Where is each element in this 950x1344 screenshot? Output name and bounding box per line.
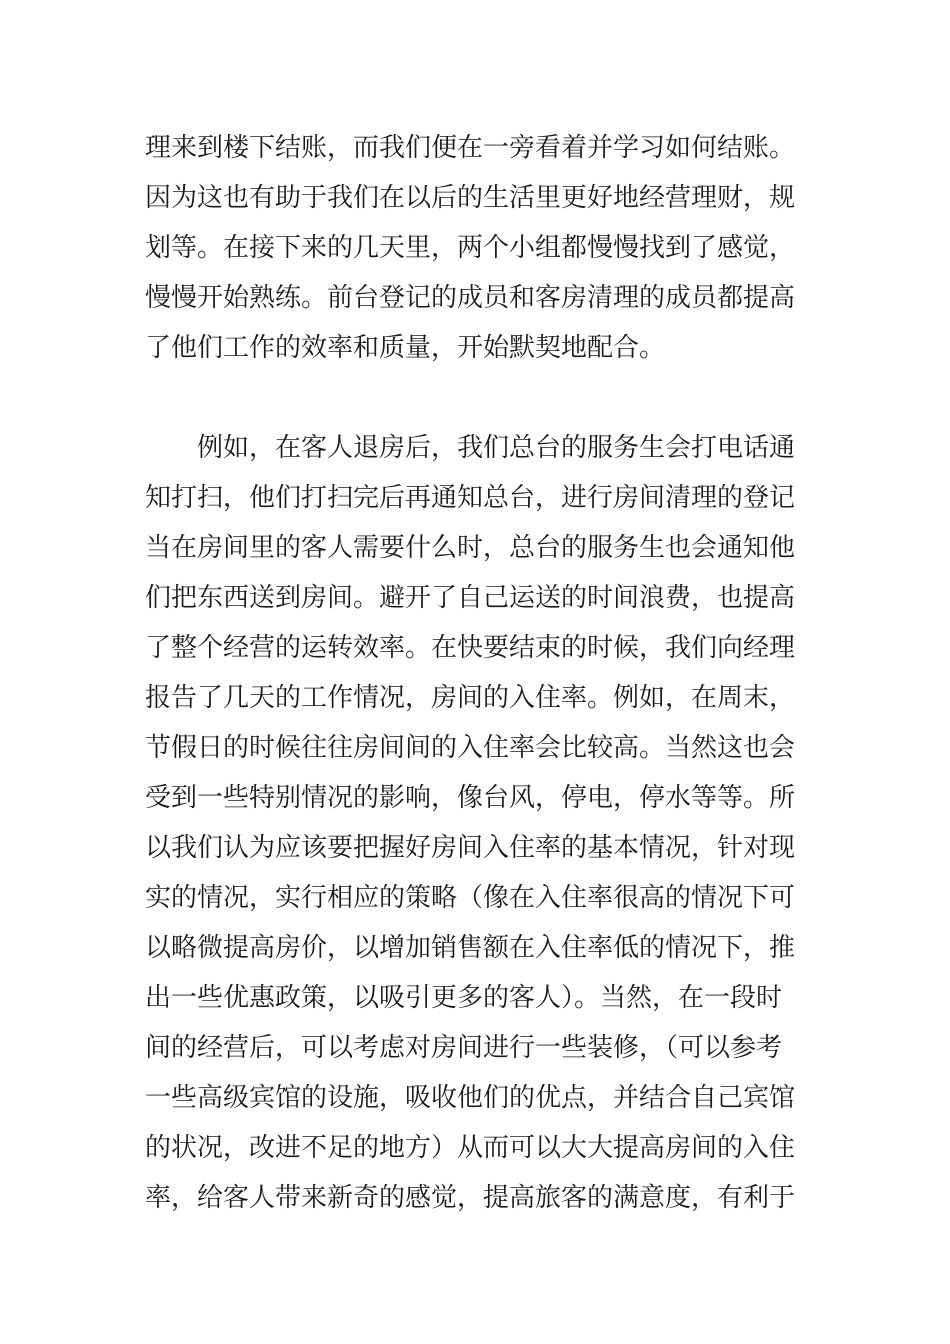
text-line: 划等。在接下来的几天里，两个小组都慢慢找到了感觉， (145, 233, 796, 263)
text-line: 率，给客人带来新奇的感觉，提高旅客的满意度，有利于 (145, 1183, 796, 1213)
text-line: 出一些优惠政策，以吸引更多的客人）。当然，在一段时 (145, 983, 783, 1013)
text-line: 们把东西送到房间。避开了自己运送的时间浪费，也提高 (145, 583, 796, 613)
text-line: 间的经营后，可以考虑对房间进行一些装修，（可以参考 (145, 1033, 783, 1063)
text-line: 例如，在客人退房后，我们总台的服务生会打电话通 (145, 433, 796, 463)
text-line: 了整个经营的运转效率。在快要结束的时候，我们向经理 (145, 633, 796, 663)
text-line: 了他们工作的效率和质量，开始默契地配合。 (145, 333, 666, 363)
text-line: 知打扫，他们打扫完后再通知总台，进行房间清理的登记 (145, 483, 796, 513)
text-line: 一些高级宾馆的设施，吸收他们的优点，并结合自己宾馆 (145, 1083, 796, 1113)
text-line: 因为这也有助于我们在以后的生活里更好地经营理财，规 (145, 183, 796, 213)
text-line: 实的情况，实行相应的策略（像在入住率很高的情况下可 (145, 883, 796, 913)
text-line: 节假日的时候往往房间间的入住率会比较高。当然这也会 (145, 733, 796, 763)
text-line: 受到一些特别情况的影响，像台风，停电，停水等等。所 (145, 783, 796, 813)
text-line: 当在房间里的客人需要什么时，总台的服务生也会通知他 (145, 533, 796, 563)
text-line: 慢慢开始熟练。前台登记的成员和客房清理的成员都提高 (145, 283, 796, 313)
text-line: 的状况，改进不足的地方）从而可以大大提高房间的入住 (145, 1133, 796, 1163)
text-line: 以我们认为应该要把握好房间入住率的基本情况，针对现 (145, 833, 796, 863)
text-line: 以略微提高房价，以增加销售额在入住率低的情况下，推 (145, 933, 796, 963)
text-line: 报告了几天的工作情况，房间的入住率。例如，在周末， (145, 683, 796, 713)
text-line: 理来到楼下结账，而我们便在一旁看着并学习如何结账。 (145, 133, 796, 163)
